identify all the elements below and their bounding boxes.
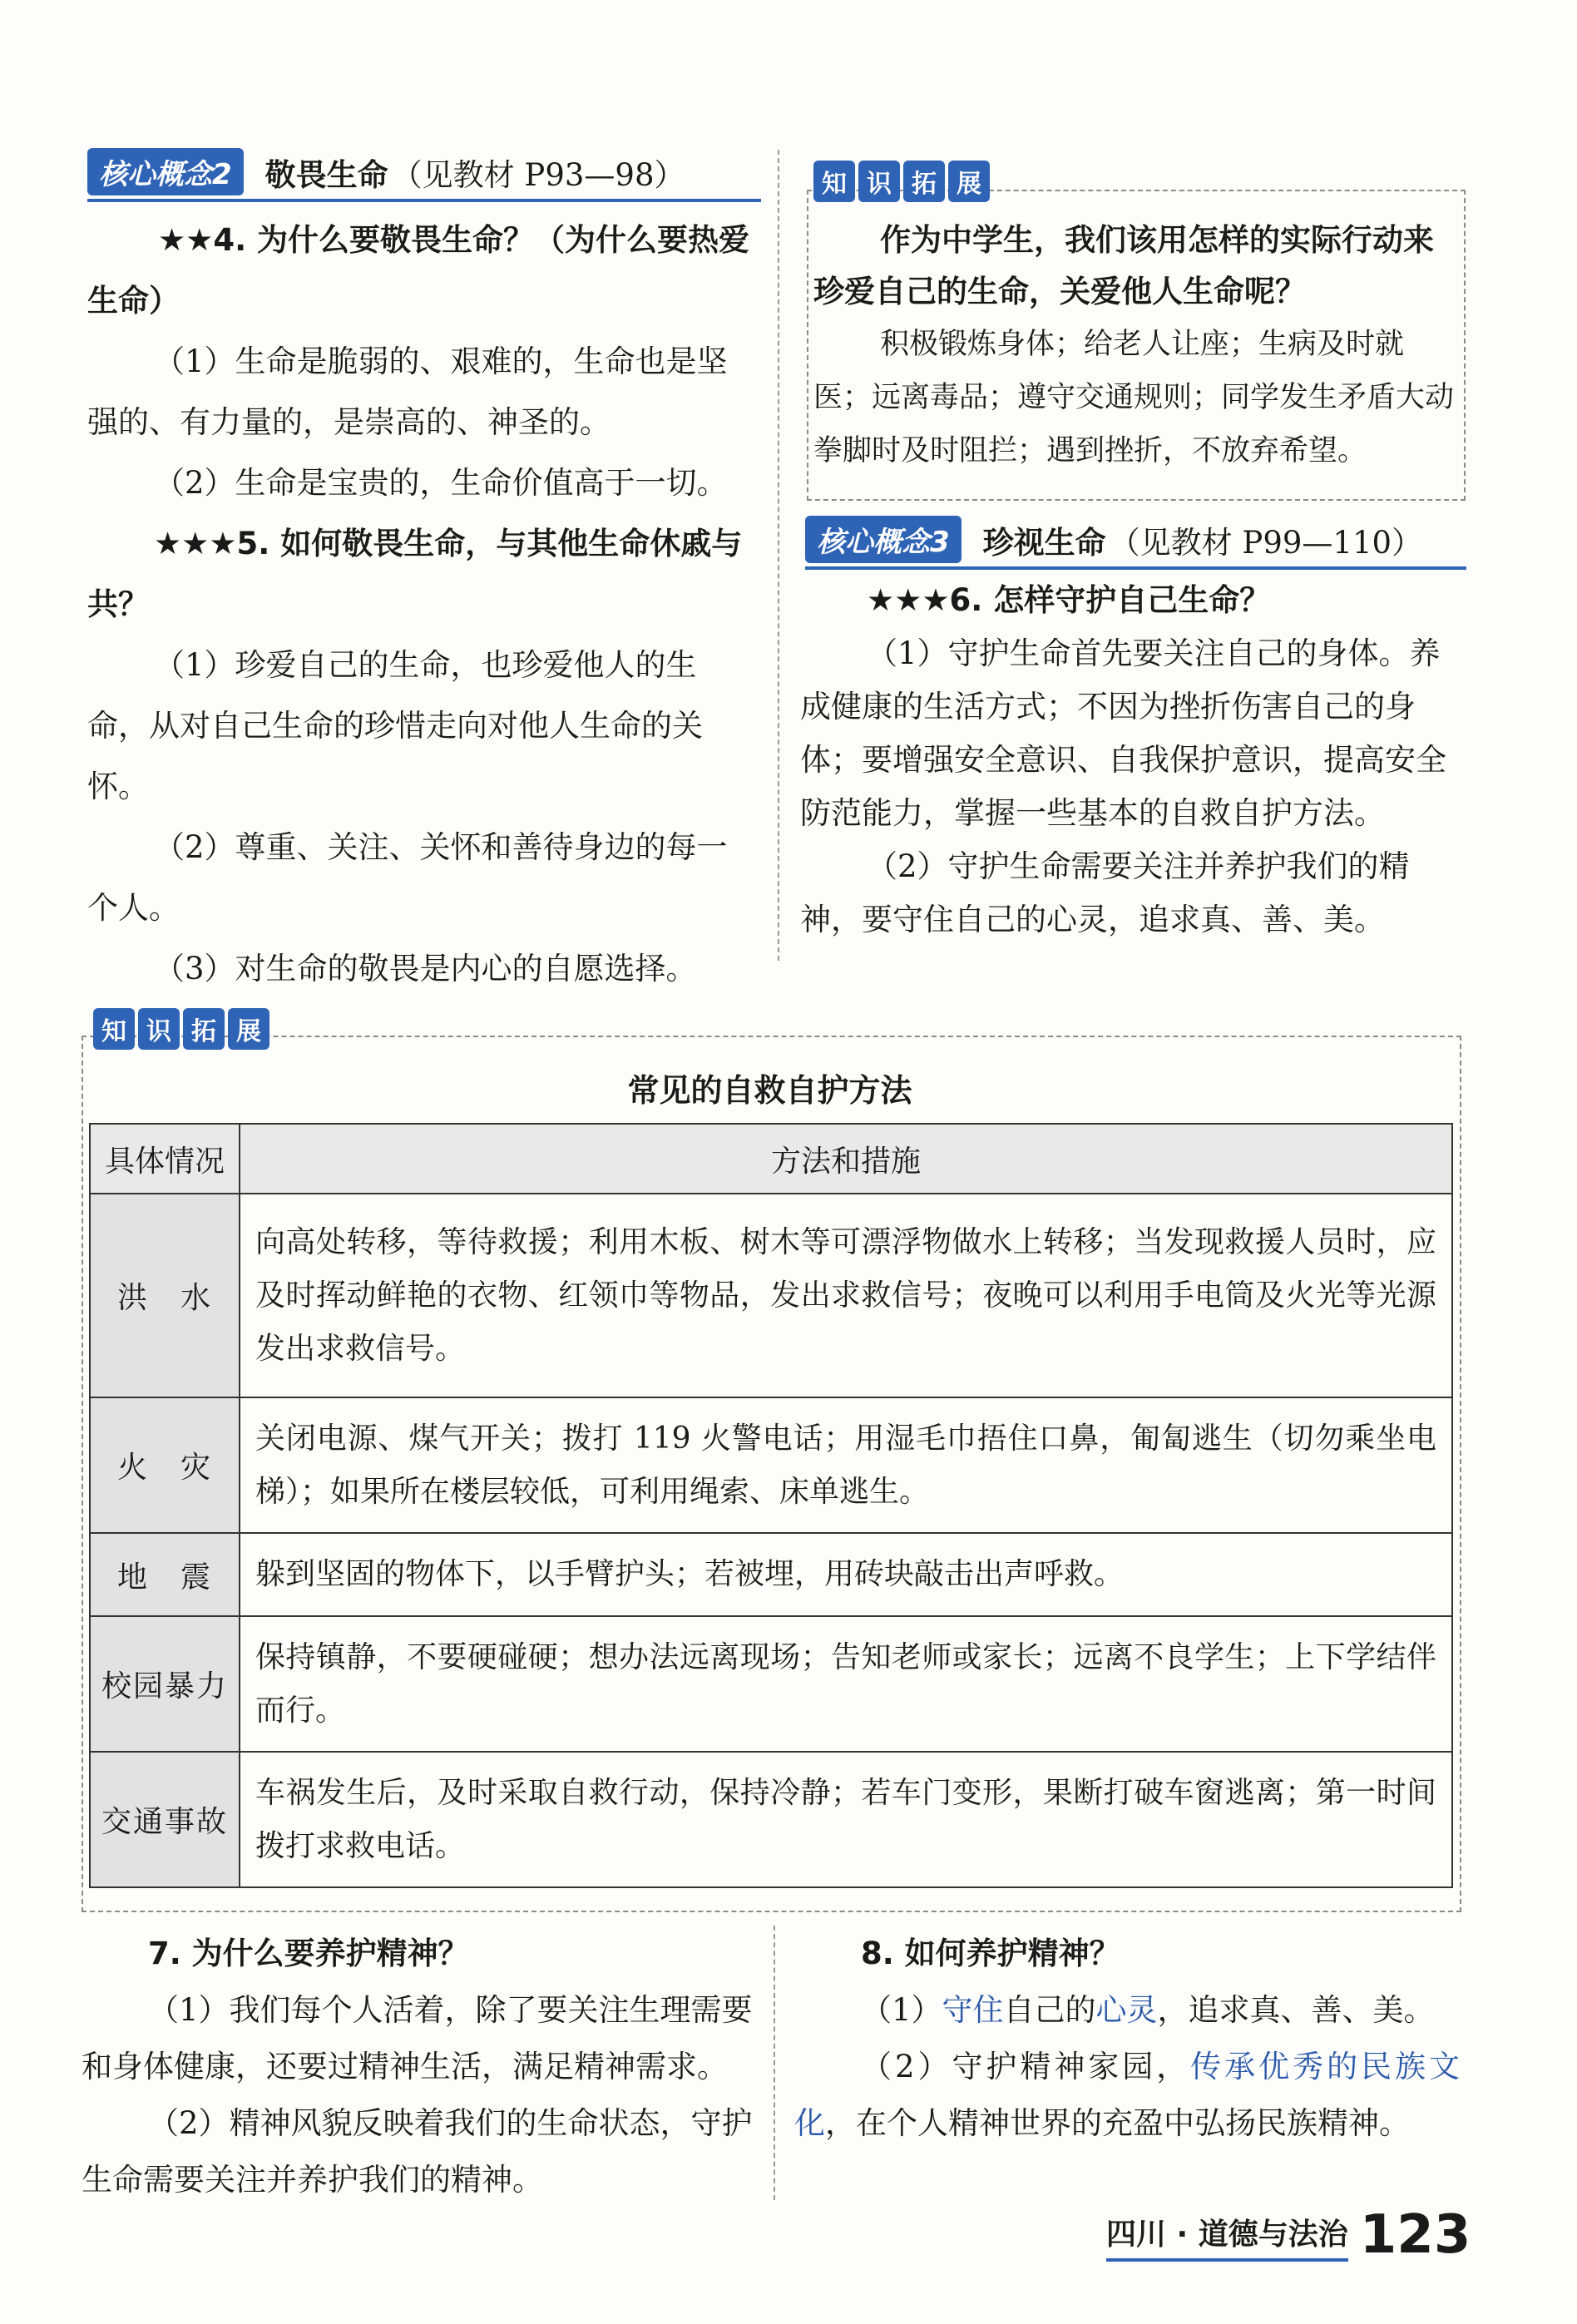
section-title: 敬畏生命 <box>264 156 388 193</box>
textbook-ref: （见教材 P99—110） <box>1109 524 1423 561</box>
table-row <box>90 1533 1452 1616</box>
bottom-right-qa <box>794 1926 1460 2152</box>
page-number: 123 <box>1359 2204 1471 2266</box>
extension-question: 作为中学生，我们该用怎样的实际行动来珍爱自己的生命，关爱他人生命呢？ <box>813 222 1434 309</box>
fill-in-answer: 守住 <box>942 1992 1004 2028</box>
question-4: ★★4. 为什么要敬畏生命？（为什么要热爱生命） <box>87 222 750 319</box>
answer-5-3: （3）对生命的敬畏是内心的自愿选择。 <box>154 951 697 986</box>
answer-7-2: （2）精神风貌反映着我们的生命状态，守护生命需要关注并养护我们的精神。 <box>82 2105 753 2198</box>
table-row <box>90 1194 1452 1397</box>
self-rescue-table <box>89 1123 1453 1888</box>
question-7: 7. 为什么要养护精神？ <box>148 1936 469 1971</box>
answer-5-1: （1）珍爱自己的生命，也珍爱他人的生命，从对自己生命的珍惜走向对他人生命的关怀。 <box>87 647 703 804</box>
core-concept-badge: 核心概念2 <box>87 148 244 195</box>
answer-6-2: （2）守护生命需要关注并养护我们的精神，要守住自己的心灵，追求真、善、美。 <box>800 848 1410 937</box>
page-footer <box>1106 2204 1471 2266</box>
left-qa-block <box>87 210 757 999</box>
right-qa-block <box>800 574 1466 947</box>
fill-in-answer: 心灵 <box>1095 1992 1158 2028</box>
section-title: 珍视生命 <box>982 524 1106 561</box>
header-situation: 具体情况 <box>90 1124 240 1194</box>
question-6: ★★★6. 怎样守护自己生命？ <box>867 582 1271 618</box>
situation-cell: 火 灾 <box>90 1397 240 1533</box>
answer-8-1: （1）守住自己的心灵，追求真、善、美。 <box>861 1992 1435 2028</box>
textbook-ref: （见教材 P93—98） <box>391 156 685 193</box>
situation-cell: 交通事故 <box>90 1752 240 1887</box>
method-cell: 躲到坚固的物体下，以手臂护头；若被埋，用砖块敲击出声呼救。 <box>240 1533 1452 1616</box>
table-row <box>90 1397 1452 1533</box>
knowledge-extension-label: 知 识 拓 展 <box>813 161 990 202</box>
core-concept-2-header <box>87 148 761 202</box>
column-divider <box>774 1926 775 2200</box>
question-5: ★★★5. 如何敬畏生命，与其他生命休戚与共？ <box>87 526 743 622</box>
extension-answer: 积极锻炼身体；给老人让座；生病及时就医；远离毒品；遵守交通规则；同学发生矛盾大动拳脚时及时阻拦；遇到挫折，不放弃希望。 <box>813 328 1455 467</box>
answer-4-2: （2）生命是宝贵的，生命价值高于一切。 <box>154 465 728 501</box>
answer-8-2: （2）守护精神家园，传承优秀的民族文化，在个人精神世界的充盈中弘扬民族精神。 <box>794 2049 1460 2141</box>
question-8: 8. 如何养护精神？ <box>861 1936 1120 1971</box>
footer-label: 四川 · 道德与法治 <box>1106 2211 1348 2262</box>
table-header-row <box>90 1124 1452 1194</box>
column-divider <box>778 150 779 961</box>
table-row <box>90 1752 1452 1887</box>
answer-7-1: （1）我们每个人活着，除了要关注生理需要和身体健康，还要过精神生活，满足精神需求。 <box>82 1992 753 2084</box>
situation-cell: 校园暴力 <box>90 1616 240 1752</box>
core-concept-badge: 核心概念3 <box>805 516 962 563</box>
method-cell: 向高处转移，等待救援；利用木板、树木等可漂浮物做水上转移；当发现救援人员时，应及时挥动鲜艳的衣物、红领巾等物品，发出求救信号；夜晚可以利用手电筒及火光等光源发出求救信号。 <box>240 1194 1452 1397</box>
knowledge-extension-label: 知 识 拓 展 <box>93 1008 269 1050</box>
table-title: 常见的自救自护方法 <box>627 1072 912 1109</box>
fill-in-answer: 传承优秀的民族文化 <box>794 2049 1460 2141</box>
method-cell: 保持镇静，不要硬碰硬；想办法远离现场；告知老师或家长；远离不良学生；上下学结伴而行。 <box>240 1616 1452 1752</box>
bottom-left-qa <box>82 1926 755 2208</box>
answer-5-2: （2）尊重、关注、关怀和善待身边的每一个人。 <box>87 829 728 926</box>
situation-cell: 洪 水 <box>90 1194 240 1397</box>
situation-cell: 地 震 <box>90 1533 240 1616</box>
method-cell: 车祸发生后，及时采取自救行动，保持冷静；若车门变形，果断打破车窗逃离；第一时间拨打求救电话。 <box>240 1752 1452 1887</box>
answer-6-1: （1）守护生命首先要关注自己的身体。养成健康的生活方式；不因为挫折伤害自己的身体；要增强安全意识、自我保护意识，提高安全防范能力，掌握一些基本的自救自护方法。 <box>800 635 1446 831</box>
method-cell: 关闭电源、煤气开关；拨打 119 火警电话；用湿毛巾捂住口鼻，匍匐逃生（切勿乘坐电梯）；如果所在楼层较低，可利用绳索、床单逃生。 <box>240 1397 1452 1533</box>
table-row <box>90 1616 1452 1752</box>
core-concept-3-header <box>805 516 1466 570</box>
answer-4-1: （1）生命是脆弱的、艰难的，生命也是坚强的、有力量的，是崇高的、神圣的。 <box>87 344 728 440</box>
header-method: 方法和措施 <box>240 1124 1452 1194</box>
